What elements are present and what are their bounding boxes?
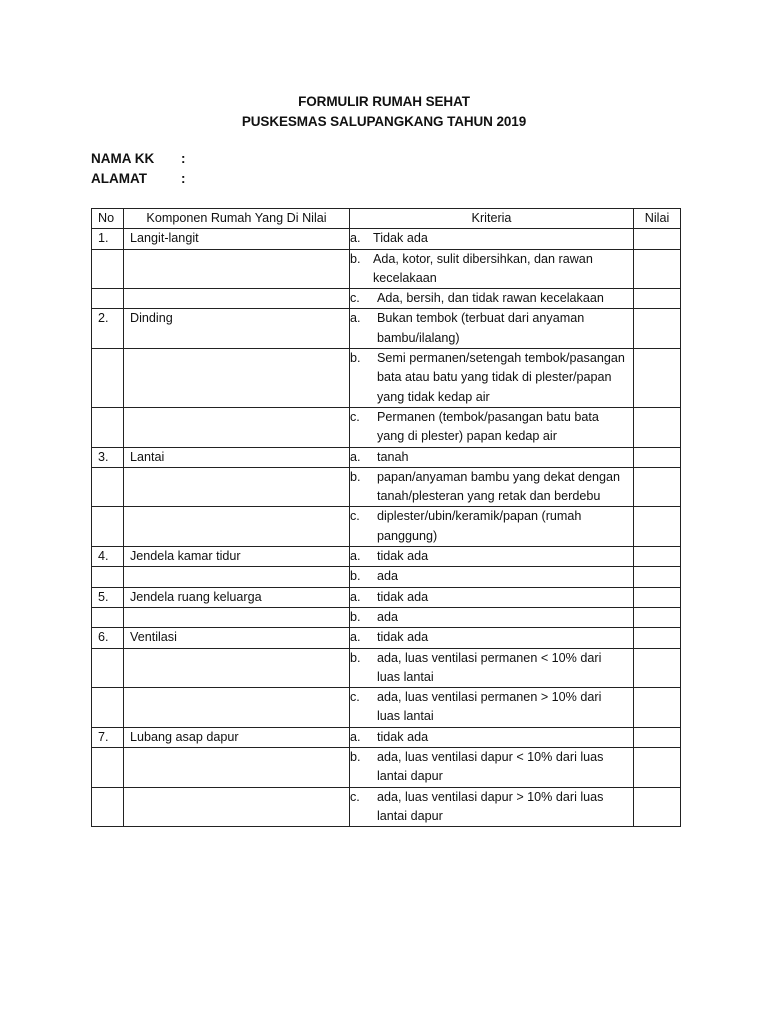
cell-kriteria [350,289,634,309]
table-row [92,447,681,467]
cell-no [92,467,124,507]
cell-nilai[interactable] [634,787,681,827]
kriteria-text: Semi permanen/setengah tembok/pasangan bata atau batu yang tidak di plester/papan yang tidak kedap air [377,351,625,404]
table-row [92,607,681,627]
table-row [92,628,681,648]
field-label: NAMA KK [91,151,155,166]
kriteria-letter: b. [350,351,361,366]
cell-no [92,249,124,289]
cell-kriteria [350,787,634,827]
cell-kriteria [350,507,634,547]
field-alamat [91,171,186,186]
cell-no [92,289,124,309]
table-row [92,249,681,289]
cell-no: 1. [92,229,124,249]
field-label: ALAMAT [91,171,147,186]
cell-komponen: Jendela kamar tidur [124,547,350,567]
cell-kriteria [350,628,634,648]
cell-nilai[interactable] [634,567,681,587]
kriteria-text: ada, luas ventilasi dapur < 10% dari luas lantai dapur [377,750,604,784]
table-row [92,229,681,249]
cell-nilai[interactable] [634,309,681,349]
table-header-row [92,209,681,229]
kriteria-letter: c. [350,409,360,424]
cell-komponen: Lubang asap dapur [124,727,350,747]
cell-no: 2. [92,309,124,349]
cell-nilai[interactable] [634,648,681,688]
kriteria-letter: b. [350,609,361,624]
cell-no: 4. [92,547,124,567]
kriteria-text: tidak ada [377,549,429,564]
kriteria-text: papan/anyaman bambu yang dekat dengan tanah/plesteran yang retak dan berdebu [377,469,620,504]
cell-nilai[interactable] [634,229,681,249]
table-row [92,688,681,728]
kriteria-letter: c. [350,291,360,306]
table-row [92,349,681,408]
cell-nilai[interactable] [634,607,681,627]
kriteria-letter: a. [350,231,361,246]
kriteria-text: Ada, bersih, dan tidak rawan kecelakaan [377,291,604,306]
kriteria-letter: b. [350,650,361,665]
kriteria-text: Permanen (tembok/pasangan batu bata yang di plester) papan kedap air [377,409,599,444]
kriteria-text: Bukan tembok (terbuat dari anyaman bambu/ilalang) [377,311,585,345]
cell-komponen [124,748,350,788]
table-row [92,567,681,587]
cell-komponen [124,467,350,507]
cell-nilai[interactable] [634,407,681,447]
cell-kriteria [350,467,634,507]
kriteria-letter: a. [350,449,361,464]
kriteria-letter: b. [350,569,361,584]
cell-nilai[interactable] [634,628,681,648]
cell-kriteria [350,407,634,447]
cell-komponen [124,688,350,728]
kriteria-letter: c. [350,690,360,705]
field-separator: : [181,171,186,186]
cell-nilai[interactable] [634,688,681,728]
cell-komponen [124,507,350,547]
cell-nilai[interactable] [634,467,681,507]
cell-no [92,787,124,827]
cell-kriteria [350,727,634,747]
kriteria-text: ada, luas ventilasi dapur > 10% dari luas lantai dapur [377,789,604,823]
kriteria-text: Ada, kotor, sulit dibersihkan, dan rawan kecelakaan [373,251,593,285]
kriteria-letter: b. [350,469,361,484]
cell-kriteria [350,648,634,688]
table-row [92,748,681,788]
kriteria-letter: a. [350,311,361,326]
cell-kriteria [350,587,634,607]
kriteria-letter: c. [350,509,360,524]
form-subtitle: PUSKESMAS SALUPANGKANG TAHUN 2019 [241,114,527,129]
cell-komponen: Langit-langit [124,229,350,249]
table-row [92,289,681,309]
kriteria-text: tidak ada [377,630,429,645]
cell-nilai[interactable] [634,289,681,309]
cell-no: 3. [92,447,124,467]
cell-no [92,507,124,547]
kriteria-text: ada, luas ventilasi permanen < 10% dari luas lantai [377,650,602,684]
table-row [92,587,681,607]
cell-komponen: Ventilasi [124,628,350,648]
kriteria-letter: b. [350,750,361,765]
kriteria-text: tanah [377,449,409,464]
table-row [92,547,681,567]
kriteria-text: tidak ada [377,729,429,744]
cell-nilai[interactable] [634,507,681,547]
table-row [92,648,681,688]
table-row [92,309,681,349]
kriteria-text: ada [377,609,399,624]
table-row [92,787,681,827]
kriteria-letter: b. [350,251,361,266]
cell-nilai[interactable] [634,249,681,289]
cell-komponen [124,349,350,408]
cell-kriteria [350,607,634,627]
cell-no [92,567,124,587]
cell-no [92,349,124,408]
cell-komponen [124,567,350,587]
cell-nilai[interactable] [634,547,681,567]
table-row [92,407,681,447]
column-header-nilai: Nilai [634,209,681,229]
cell-komponen [124,249,350,289]
kriteria-letter: a. [350,729,361,744]
cell-komponen [124,648,350,688]
kriteria-text: diplester/ubin/keramik/papan (rumah panggung) [377,509,582,543]
cell-nilai[interactable] [634,748,681,788]
cell-nilai[interactable] [634,587,681,607]
cell-no [92,648,124,688]
cell-komponen: Lantai [124,447,350,467]
cell-no: 5. [92,587,124,607]
cell-kriteria [350,547,634,567]
kriteria-text: Tidak ada [373,231,428,246]
cell-no: 6. [92,628,124,648]
column-header-komponen: Komponen Rumah Yang Di Nilai [124,209,350,229]
cell-kriteria [350,349,634,408]
cell-kriteria [350,567,634,587]
assessment-table [91,208,681,827]
table-row [92,467,681,507]
kriteria-letter: a. [350,630,361,645]
cell-komponen [124,407,350,447]
cell-kriteria [350,748,634,788]
cell-no [92,748,124,788]
cell-kriteria [350,229,634,249]
cell-nilai[interactable] [634,727,681,747]
cell-komponen [124,607,350,627]
table-row [92,507,681,547]
field-nama-kk [91,151,186,166]
cell-kriteria [350,249,634,289]
field-separator: : [181,151,186,166]
cell-komponen: Jendela ruang keluarga [124,587,350,607]
cell-no [92,607,124,627]
cell-komponen [124,289,350,309]
cell-no [92,407,124,447]
kriteria-text: tidak ada [377,589,429,604]
kriteria-text: ada, luas ventilasi permanen > 10% dari luas lantai [377,690,602,724]
cell-komponen [124,787,350,827]
kriteria-letter: a. [350,549,361,564]
kriteria-text: ada [377,569,399,584]
column-header-no: No [92,209,124,229]
column-header-kriteria: Kriteria [350,209,634,229]
cell-nilai[interactable] [634,349,681,408]
cell-kriteria [350,309,634,349]
cell-no [92,688,124,728]
cell-kriteria [350,447,634,467]
cell-nilai[interactable] [634,447,681,467]
cell-no: 7. [92,727,124,747]
cell-komponen: Dinding [124,309,350,349]
kriteria-letter: a. [350,589,361,604]
table-row [92,727,681,747]
form-title: FORMULIR RUMAH SEHAT [298,94,470,109]
cell-kriteria [350,688,634,728]
kriteria-letter: c. [350,789,360,804]
